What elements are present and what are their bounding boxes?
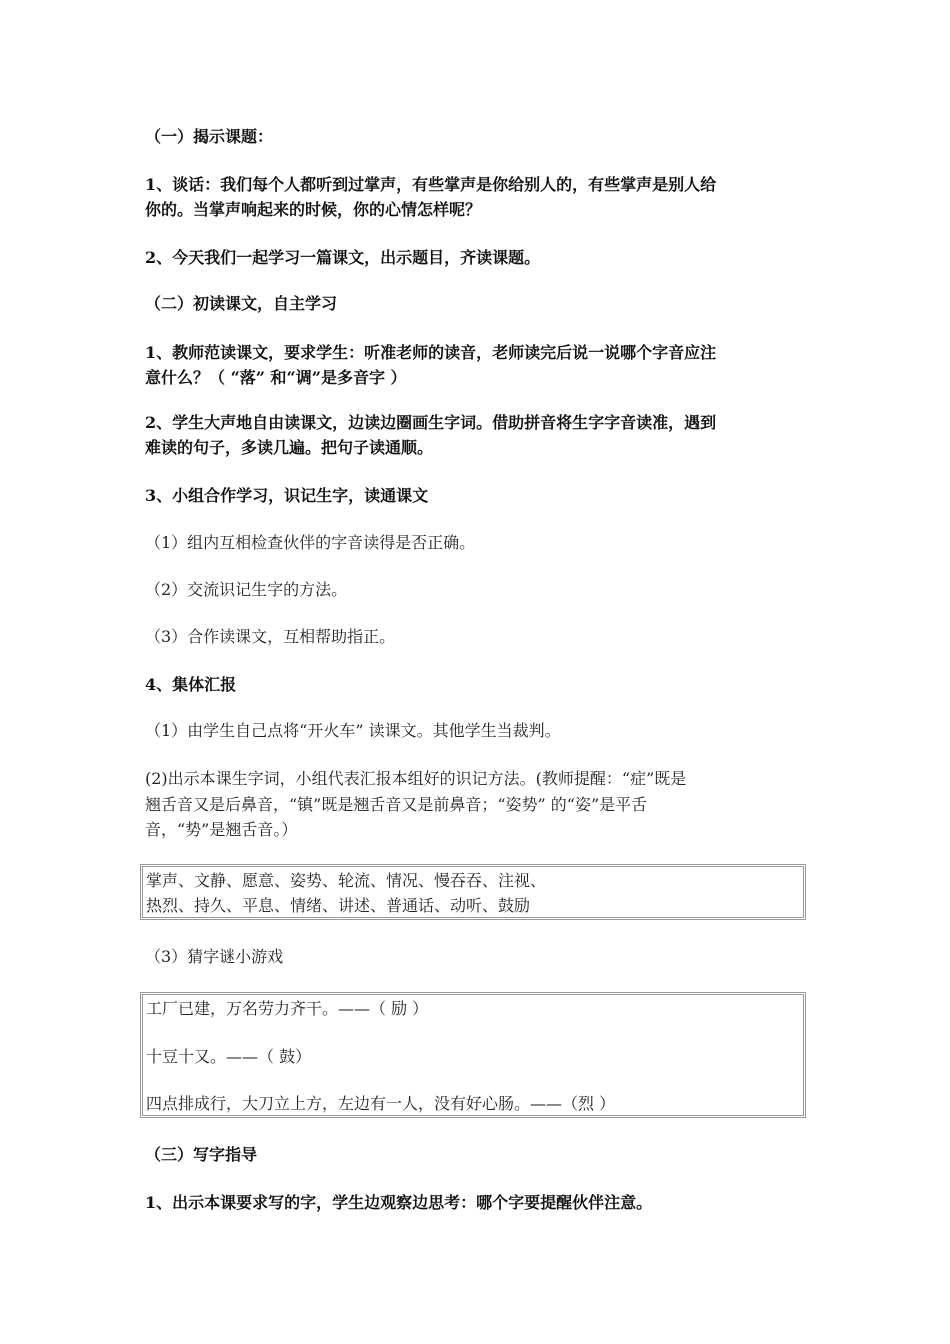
paragraph-line: 难读的句子，多读几遍。把句子读通顺。 [145, 438, 434, 457]
paragraph-line: 1、教师范读课文，要求学生：听准老师的读音，老师读完后说一说哪个字音应注 [145, 343, 717, 362]
sub-item: （2）交流识记生字的方法。 [145, 580, 348, 599]
riddle-line: 四点排成行，大刀立上方，左边有一人，没有好心肠。——（烈 ） [146, 1094, 616, 1113]
section-1-heading: （一）揭示课题： [145, 127, 274, 146]
sub-item: （1）由学生自己点将“开火车” 读课文。其他学生当裁判。 [145, 721, 561, 740]
paragraph-line: 意什么？（ “落” 和“调”是多音字 ） [145, 368, 407, 387]
paragraph-line: 3、小组合作学习，识记生字，读通课文 [145, 486, 429, 505]
sub-item: （1）组内互相检查伙伴的字音读得是否正确。 [145, 533, 476, 552]
paragraph-line: 2、今天我们一起学习一篇课文，出示题目，齐读课题。 [145, 248, 541, 267]
paragraph-line: 4、集体汇报 [145, 675, 237, 694]
section-3-heading: （三）写字指导 [145, 1145, 258, 1164]
paragraph-line: 2、学生大声地自由读课文，边读边圈画生字词。借助拼音将生字字音读准，遇到 [145, 413, 717, 432]
riddle-box [140, 992, 806, 1118]
sub-item: （3）合作读课文，互相帮助指正。 [145, 627, 396, 646]
section-2-heading: （二）初读课文，自主学习 [145, 294, 338, 313]
paragraph-line: 1、谈话：我们每个人都听到过掌声，有些掌声是你给别人的，有些掌声是别人给 [145, 175, 717, 194]
riddle-line: 工厂已建，万名劳力齐干。——（ 励 ） [146, 999, 429, 1018]
riddle-line: 十豆十又。——（ 鼓） [146, 1047, 312, 1066]
sub-item: (2)出示本课生字词，小组代表汇报本组好的识记方法。(教师提醒：“症”既是 [145, 769, 687, 788]
vocabulary-box [140, 864, 806, 920]
vocabulary-line: 热烈、持久、平息、情绪、讲述、普通话、动听、鼓励 [146, 896, 531, 915]
sub-item: 音，“势”是翘舌音。） [145, 820, 298, 839]
sub-item: 翘舌音又是后鼻音，“镇”既是翘舌音又是前鼻音；“姿势” 的“姿”是平舌 [145, 795, 648, 814]
vocabulary-line: 掌声、文静、愿意、姿势、轮流、情况、慢吞吞、注视、 [146, 871, 547, 890]
paragraph-line: 你的。当掌声响起来的时候，你的心情怎样呢？ [145, 200, 482, 219]
sub-item: （3）猜字谜小游戏 [145, 947, 284, 966]
paragraph-line: 1、出示本课要求写的字，学生边观察边思考：哪个字要提醒伙伴注意。 [145, 1193, 653, 1212]
